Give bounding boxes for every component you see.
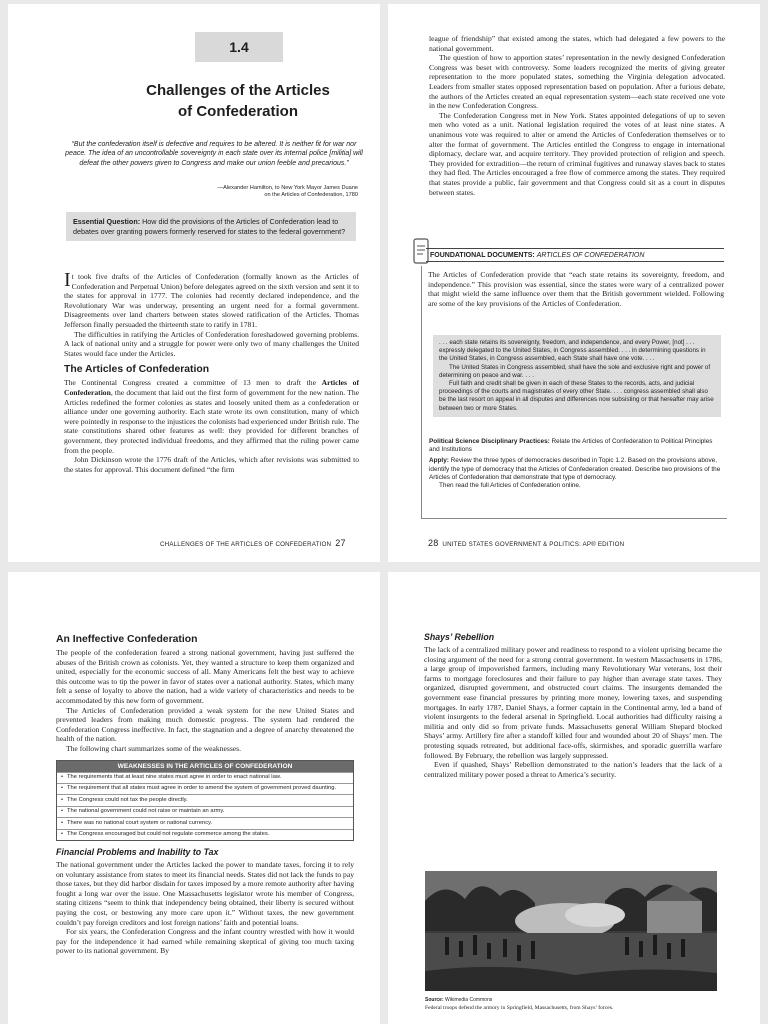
sidebar-bottom-rule [421,518,727,519]
practice-prompt [429,438,723,454]
page-footer [428,538,624,548]
subsection-heading: Financial Problems and Inability to Tax [56,846,219,857]
shays-rebellion-engraving [425,871,717,991]
subsection-heading: Shays’ Rebellion [424,632,495,642]
page-28 [388,4,760,562]
fd-prompts [429,438,723,490]
weakness-item: • The requirements that at least nine states must agree in order to enact national law. [57,772,353,783]
page-27 [8,4,380,562]
quote-paragraph: Full faith and credit shall be given in each of these States to the records, acts, and judicial proceedings of the courts and magistrates of every other State. . . . congress assembled shall also be the last resort on appeal in all disputes and differences now subsisting or that hereafter may arise between two or more States. [439,380,714,412]
image-source [425,997,717,1003]
epigraph-quote: “But the confederation itself is defective and requires to be altered. It is neither fit for war nor peace. The idea of an uncontrollable sovereignty in each state over its internal police [militia] will defeat the other powers given to Congress and make our union feeble and precarious.” [65,141,363,167]
body-text [56,634,354,956]
paragraph: Even if quashed, Shays’ Rebellion demonstrated to the nation’s leaders that the lack of a centralized military power posed a threat to America’s security. [424,760,722,779]
weakness-item: • The national government could not raise or maintain an army. [57,806,353,817]
source-text: Wikimedia Commons [443,997,493,1003]
fd-label: FOUNDATIONAL DOCUMENTS: [430,252,535,259]
quote-paragraph: . . . each state retains its sovereignty, freedom, and independence, and every Power, [not] . . . expressly delegated to the United States, in Congress assembled. . . . in determining questions in the United States, in Congress assembled, each State shall have one vote. . . . [439,339,706,363]
paragraph-text: , the document that laid out the first form of government for the new nation. The Articles redefined the former colonies as states and loosely united them as a confederation or alliance under one governing authority. Each state wrote its own constitution, many of which were pointedly in response to the injustices the colonists had experienced under British rule. The state constitutions shared other features as well: they provided for different branches of government, they protected individual freedoms, and they affirmed that the ruling power came from the people. [64,387,359,455]
apply-prompt [429,457,723,482]
essential-question-box [66,212,356,241]
topic-number: 1.4 [195,32,283,62]
paragraph: The people of the confederation feared a strong national government, having just suffered the abuses of the British crown as colonists. Yet, they wanted a structure to keep them organized and united, especially for the economic success of all. Many Americans felt the best way to achieve this outcome was to tip the power in favor of states over a national authority. States, which many felt a sense of loyalty to above the nation, had a wide variety of characteristics and needs to be accommodated by this new form of government. [56,648,354,705]
paragraph-text: t took five drafts of the Articles of Confederation (formally known as the Articles of Confederation and Perpetual Union) before delegates agreed on the sixth version and sent it to the states for approval in 1777. The colonies had recently declared independence, and the Revolutionary War was underway, presenting an urgent need for a formal government. Disagreements over land charters between states slowed ratification of the Articles. Thomas Jefferson finally persuaded the thirteenth state to ratify in 1781. [64,272,359,329]
drop-cap: I [64,269,71,291]
title-line-1: Challenges of the Articles [146,82,330,99]
page-29 [8,572,380,1024]
quote-paragraph: The United States in Congress assembled, shall have the sole and exclusive right and power of determining on peace and war. . . . [439,363,711,379]
paragraph: John Dickinson wrote the 1776 draft of the Articles, which after revisions was submitted to the states for approval. This document defined “the firm [64,455,359,474]
footer-text: CHALLENGES OF THE ARTICLES OF CONFEDERATION [160,541,332,548]
essential-question-text: How did the provisions of the Articles of Confederation lead to debates over granting powers formerly reserved for states to the federal government? [73,217,346,236]
paragraph: The lack of a centralized military power and readiness to respond to a violent uprising became the closing argument of the need for a strong central government. In western Massachusetts in 1786, a large group of impoverished farmers, including many Revolutionary War veterans, lost their farms to mortgage foreclosures and their failure to pay higher than average state taxes. They organized, disrupted government, and obstructed court claims. The insurgents demanded the government ease financial pressures by printing more money, lowering taxes, and suspending mortgages. In early 1787, Daniel Shays, a former captain in the Continental army, led a band of violent insurgents to the federal arsenal in Springfield. Local authorities had difficulty raising a militia and only did so from private funds. Massachusetts general William Shepard blocked Shays’ army. Artillery fire after a standoff killed four and wounded about 20 of Shays’ men. The protesting squads retreated, but additional face-offs, skirmishes, and sporadic guerrilla warfare followed. By February, the rebellion was largely suppressed. [424,645,722,760]
paragraph: league of friendship” that existed among the states, which had delegated a few powers to the national government. [429,34,725,53]
engraving-illustration [425,871,717,991]
title-line-2: of Confederation [178,103,298,120]
paragraph: The difficulties in ratifying the Articles of Confederation foreshadowed governing problems. A lack of national unity and a struggle for power were only two of many challenges the United States would face under the Articles. [64,329,359,358]
paragraph: For six years, the Confederation Congress and the infant country wrestled with how it would pay for the independence it had earned while remaining skeptical of giving too much taxing power to its national government. By [56,927,354,956]
apply-label: Apply: [429,457,449,465]
body-text [424,632,722,779]
paragraph: The question of how to apportion states’ representation in the newly designed Confederation Congress was beset with controversy. Some leaders recognized the merits of giving greater representation to the more populated states, something the Virginia delegation advocated. Leaders from smaller states opposed representation based on population. After a furious debate, the authors of the Articles created an equal representation system—each state received one vote in the new Confederation Congress. [429,53,725,111]
body-text [64,269,359,474]
page-30 [388,572,760,1024]
body-text [429,34,725,197]
essential-question-label: Essential Question: [73,217,141,226]
epigraph-attribution [68,185,358,200]
page-number: 27 [335,538,346,548]
paragraph: The Articles of Confederation provide that “each state retains its sovereignty, freedom, and independence.” This provision was essential, since the states were wary of a centralized power that might wield the same influence over them that the British government wielded. Following are some of the key provisions of the Articles of Confederation. [428,270,724,308]
page-footer [160,538,350,548]
paragraph: The following chart summarizes some of the weaknesses. [66,743,242,753]
source-label: Source: [425,997,444,1003]
weaknesses-table [56,760,354,841]
sidebar-rule [421,266,422,519]
practice-label: Political Science Disciplinary Practices: [429,438,550,445]
paragraph [64,378,359,455]
paragraph: The national government under the Articles lacked the power to mandate taxes, forcing it to rely on voluntary assistance from states to meet its financial needs. States did not lack the funds to pay those taxes, but they did harbor disdain for taxes imposed by a more remote authority after having fought a long war over the issue. One Massachusetts legislator wrote his member of Congress, stating citizens “seem to think that independency being obtained, their liberty is secured without paying the cost, or bestowing any more care upon it.” Without taxes, the new government couldn’t pay foreign creditors and lost foreign nations’ faith and potential loans. [56,859,354,927]
weakness-item: • The requirement that all states must agree in order to amend the system of government proved daunting. [57,783,353,794]
section-heading: An Ineffective Confederation [56,634,198,645]
weakness-item: • There was no national court system or national currency. [57,817,353,828]
page-title [68,80,380,122]
fd-title: ARTICLES OF CONFEDERATION [536,252,645,259]
attribution-line-1: —Alexander Hamilton, to New York Mayor James Duane [217,185,358,191]
section-heading: The Articles of Confederation [64,364,210,376]
paragraph: The Confederation Congress met in New York. States appointed delegations of up to seven men who voted as a unit. National legislation required the votes of at least nine states. A unanimous vote was required to alter or amend the Articles of Confederation themselves or to alter the format of government. The Articles entitled the Congress to engage in international diplomacy, declare war, and acquire territory. They provided protection of religion and speech. They provided for extradition—the return of criminal fugitives and runaway slaves back to states they had fled. The Articles encouraged a free flow of commerce among the states. They required that states provide a public, fair government and that Congress could sit as a court in disputes between states. [429,110,725,197]
fd-quote-box [433,335,721,417]
attribution-line-2: on the Articles of Confederation, 1780 [264,192,358,199]
image-caption: Federal troops defend the armory in Springfield, Massachusetts, from Shays’ forces. [425,1005,614,1011]
foundational-documents-header [426,248,724,262]
page-number: 28 [428,538,439,548]
footer-text: UNITED STATES GOVERNMENT & POLITICS: AP® EDITION [442,541,625,548]
weakness-item: • The Congress could not tax the people directly. [57,794,353,805]
fd-intro [428,270,724,308]
weaknesses-table-title: WEAKNESSES IN THE ARTICLES OF CONFEDERATION [57,761,353,772]
paragraph [64,269,359,330]
paragraph-text: The Continental Congress created a committee of 13 men to draft the [64,378,322,388]
weakness-item: • The Congress encouraged but could not regulate commerce among the states. [57,829,353,840]
apply-text-2: Then read the full Articles of Confederation online. [439,482,581,490]
apply-text: Review the three types of democracies described in Topic 1.2. Based on the provisions above, identify the type of democracy that the Articles of Confederation created. Describe two provisions of the Articles of Confederation that demonstrate that type of democracy. [429,457,721,481]
key-term: Articles of Confederation [64,378,359,397]
paragraph: The Articles of Confederation provided a weak system for the new United States and prevented leaders from making much domestic progress. The system had rendered the Confederation Congress ineffective. In fact, the stagnation and a degree of anarchy threatened the health of the nation. [56,705,354,744]
practice-text: Relate the Articles of Confederation to Political Principles and Institutions [429,438,713,454]
